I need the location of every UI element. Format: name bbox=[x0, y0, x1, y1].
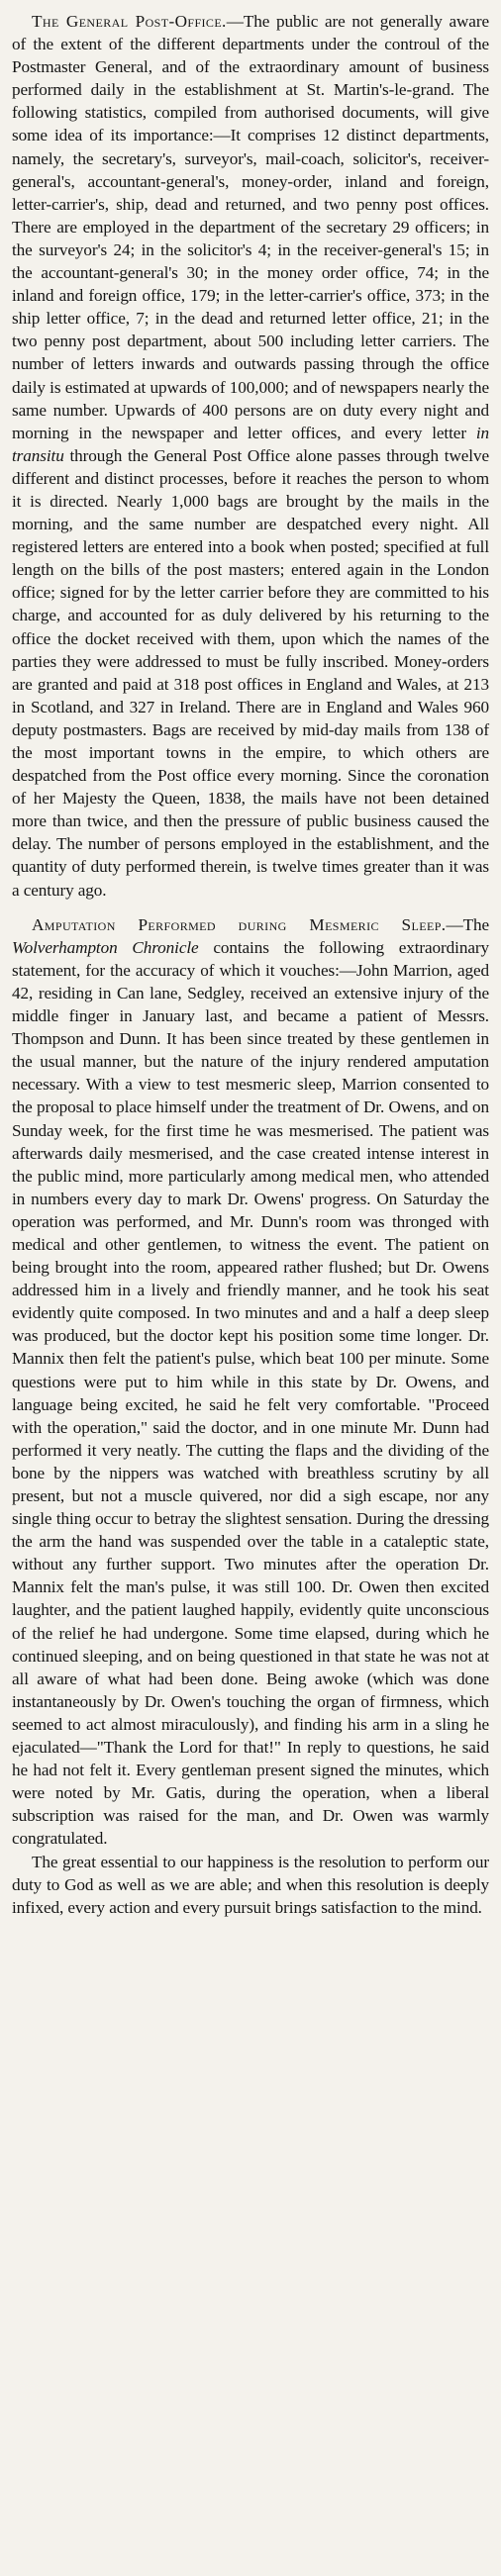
paragraph-text: contains the following extraordinary statement, for the accuracy of which it vouches:—John Marrion, aged 42, residing in Can lane, Sedgley, received an extensive injury of the middle finger in January last, and became a patient of Messrs. Thompson and Dunn. It has been since treated by these gentlemen in the usual manner, but the nature of the injury rendered amputation necessary. With a view to test mesmeric sleep, Marrion consented to the proposal to place himself under the treatment of Dr. Owens, and on Sunday week, for the first time he was mesmerised. The patient was afterwards daily mesmerised, and the case created intense interest in the public mind, more particularly among medical men, who attended in numbers every day to mark Dr. Owens' progress. On Saturday the operation was performed, and Mr. Dunn's room was thronged with medical and other gentlemen, to witness the event. The patient on being brought into the room, appeared rather flushed; but Dr. Owens addressed him in a lively and friendly manner, and he took his seat evidently quite composed. In two minutes and and a half a deep sleep was produced, but the doctor kept his position some time longer. Dr. Mannix then felt the patient's pulse, which beat 100 per minute. Some questions were put to him while in this state by Dr. Owens, and language being excited, he said he felt very comfortable. "Proceed with the operation," said the doctor, and in one minute Mr. Dunn had performed it very neatly. The cutting the flaps and the dividing of the bone by the nippers was watched with breathless scrutiny by all present, but not a muscle quivered, nor did a sigh escape, nor any single thing occur to betray the slightest sensation. During the dressing the arm the hand was suspended over the table in a cataleptic state, without any further support. Two minutes after the operation Dr. Mannix felt the man's pulse, it was still 100. Dr. Owen then excited laughter, and the patient laughed happily, evidently quite unconscious of the relief he had undergone. Some time elapsed, during which he continued sleeping, and on being questioned in that state he was not at all aware of what had been done. Being awoke (which was done instantaneously by Dr. Owen's touching the organ of firmness, which seemed to act almost miraculously), and finding his arm in a sling he ejaculated—"Thank the Lord for that!" In reply to questions, he said he had not felt it. Every gentleman present signed the minutes, which were noted by Mr. Gatis, during the operation, when a liberal subscription was raised for the man, and Dr. Owen was warmly congratulated. bbox=[12, 937, 489, 1849]
latin-phrase: in transitu bbox=[12, 423, 489, 465]
article-mesmeric-amputation bbox=[12, 913, 489, 1919]
paragraph-text: —The bbox=[446, 914, 489, 934]
closing-paragraph bbox=[12, 1851, 489, 1919]
paragraph-text: —The public are not generally aware of the extent of the different departments under the controul of the Postmaster General, and of the extraordinary amount of business performed daily in the establishment at St. Martin's-le-grand. The following statistics, compiled from authorised documents, will give some idea of its importance:—It comprises 12 distinct departments, namely, the secretary's, surveyor's, mail-coach, solicitor's, receiver-general's, accountant-general's, money-order, inland and foreign, letter-carrier's, ship, dead and returned, and two penny post offices. There are employed in the department of the secretary 29 officers; in the surveyor's 24; in the solicitor's 4; in the receiver-general's 15; in the accountant-general's 30; in the money order office, 74; in the inland and foreign office, 179; in the letter-carrier's office, 373; in the ship letter office, 7; in the dead and returned letter office, 21; in the two penny post department, about 500 including letter carriers. The number of letters inwards and outwards passing through the office daily is estimated at upwards of 100,000; and of newspapers nearly the same number. Upwards of 400 persons are on duty every night and morning in the newspaper and letter offices, and every letter bbox=[12, 12, 489, 442]
paragraph-text: The great essential to our happiness is the resolution to perform our duty to God as well as we are able; and when this resolution is deeply infixed, every action and every pursuit brings satisfaction to the mind. bbox=[12, 1852, 489, 1917]
article-post-office bbox=[12, 10, 489, 902]
article-paragraph bbox=[12, 913, 489, 1851]
newspaper-title: Wolverhampton Chronicle bbox=[12, 937, 199, 957]
article-heading: Amputation Performed during Mesmeric Sleep. bbox=[32, 914, 447, 934]
article-heading: The General Post-Office. bbox=[32, 12, 227, 31]
paragraph-text: through the General Post Office alone passes through twelve different and distinct processes, before it reaches the person to whom it is directed. Nearly 1,000 bags are brought by the mails in the morning, and the same number are despatched every night. All registered letters are entered into a book when posted; specified at full length on the bills of the post masters; entered again in the London office; signed for by the letter carrier before they are committed to his charge, and accounted for as duly delivered by his returning to the office the docket received with them, upon which the names of the parties they were addressed to must be fully inscribed. Money-orders are granted and paid at 318 post offices in England and Wales, at 213 in Scotland, and 327 in Ireland. There are in England and Wales 960 deputy postmasters. Bags are received by mid-day mails from 138 of the most important towns in the empire, to which others are despatched from the Post office every morning. Since the coronation of her Majesty the Queen, 1838, the mails have not been detained more than twice, and then the pressure of public business caused the delay. The number of persons employed in the establishment, and the quantity of duty performed therein, is twelve times greater than it was a century ago. bbox=[12, 445, 489, 900]
article-paragraph bbox=[12, 10, 489, 902]
